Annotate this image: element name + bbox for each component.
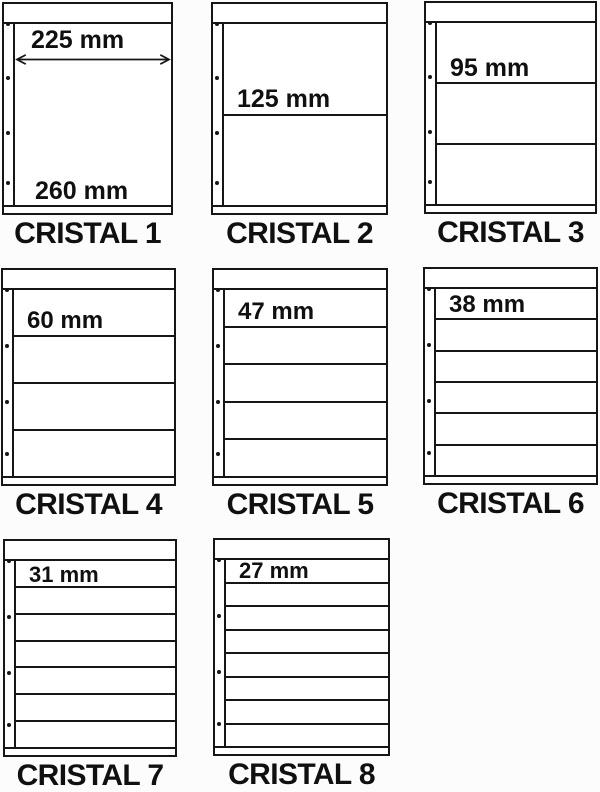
page-bottom-strip <box>213 205 386 213</box>
cristal-3-card <box>424 1 597 248</box>
album-page-diagram <box>424 1 597 214</box>
punch-hole <box>7 559 11 563</box>
pocket <box>14 290 174 335</box>
punch-hole <box>217 722 221 726</box>
product-name: CRISTAL 6 <box>437 487 584 520</box>
product-name: CRISTAL 7 <box>16 759 164 792</box>
pocket <box>225 363 386 401</box>
punch-hole <box>427 399 431 403</box>
punch-hole <box>216 452 220 456</box>
cristal-4-card <box>1 268 176 520</box>
pocket-area <box>16 561 175 747</box>
pocket <box>226 699 388 723</box>
page-bottom-strip <box>5 747 175 755</box>
pocket <box>224 114 386 206</box>
page-bottom-strip <box>215 746 388 754</box>
page-body <box>5 561 175 747</box>
pocket-height-label: 125 mm <box>237 85 331 113</box>
page-top-strip <box>5 541 175 561</box>
punch-hole <box>428 180 432 184</box>
punch-hole <box>5 400 9 404</box>
pocket <box>16 586 175 613</box>
product-name: CRISTAL 8 <box>228 758 375 791</box>
pocket <box>225 326 386 364</box>
pocket <box>436 350 596 381</box>
page-width-label: 225 mm <box>31 26 125 54</box>
punch-hole <box>7 723 11 727</box>
pocket <box>437 23 595 82</box>
binding-margin <box>213 24 224 205</box>
page-bottom-strip <box>425 475 596 483</box>
pocket <box>226 605 388 629</box>
punch-hole <box>5 452 9 456</box>
pocket <box>436 444 596 475</box>
cristal-2-card <box>211 2 388 249</box>
product-name: CRISTAL 2 <box>226 217 373 250</box>
page-body <box>215 557 388 746</box>
pocket-area <box>437 23 595 204</box>
page-top-strip <box>3 270 174 290</box>
pocket <box>226 676 388 700</box>
pocket <box>225 438 386 476</box>
punch-hole <box>216 344 220 348</box>
binding-margin <box>214 290 225 476</box>
binding-margin <box>425 289 436 475</box>
page-top-strip <box>214 270 386 290</box>
punch-hole <box>216 400 220 404</box>
pocket <box>16 561 175 586</box>
punch-hole <box>428 21 432 25</box>
pocket <box>226 582 388 606</box>
punch-hole <box>7 671 11 675</box>
punch-hole <box>6 76 10 80</box>
pocket <box>14 335 174 382</box>
punch-hole <box>215 131 219 135</box>
punch-hole <box>215 22 219 26</box>
pocket-height-label: 60 mm <box>27 307 104 335</box>
pocket <box>226 652 388 676</box>
pocket-area <box>15 24 171 205</box>
page-body <box>213 24 386 205</box>
page-body <box>426 23 595 204</box>
punch-hole <box>6 181 10 185</box>
cristal-6-card <box>423 267 598 519</box>
page-body <box>3 290 174 476</box>
product-name: CRISTAL 4 <box>15 488 162 521</box>
binding-margin <box>3 290 14 476</box>
punch-hole <box>428 75 432 79</box>
punch-hole <box>427 451 431 455</box>
pocket <box>16 640 175 667</box>
cristal-8-card <box>213 538 390 790</box>
binding-margin <box>215 560 226 746</box>
punch-hole <box>217 614 221 618</box>
pocket-height-label: 38 mm <box>449 290 526 318</box>
page-top-strip <box>213 4 386 24</box>
binding-margin <box>5 561 16 747</box>
punch-hole <box>5 288 9 292</box>
pocket <box>436 412 596 443</box>
width-dimension-arrow-icon <box>15 53 171 66</box>
product-name: CRISTAL 3 <box>437 216 584 249</box>
page-top-strip <box>4 4 171 24</box>
product-name: CRISTAL 5 <box>226 488 374 521</box>
album-page-diagram <box>3 539 177 757</box>
page-body <box>214 290 386 476</box>
pocket <box>225 290 386 326</box>
cristal-7-card <box>3 539 177 791</box>
punch-hole <box>215 181 219 185</box>
album-page-diagram <box>1 268 176 486</box>
pocket-area <box>224 24 386 205</box>
pocket <box>436 381 596 412</box>
product-name: CRISTAL 1 <box>14 217 161 250</box>
pocket-area <box>226 557 388 746</box>
pocket <box>437 143 595 204</box>
page-top-strip <box>215 540 388 560</box>
page-top-strip <box>426 3 595 23</box>
spacer <box>15 66 171 180</box>
pocket <box>226 629 388 653</box>
punch-hole <box>427 287 431 291</box>
pocket <box>16 720 175 747</box>
pocket <box>15 24 171 205</box>
pocket <box>437 82 595 143</box>
page-top-strip <box>425 269 596 289</box>
pocket-height-label: 31 mm <box>29 562 99 588</box>
punch-hole <box>7 615 11 619</box>
pocket <box>226 557 388 583</box>
pocket <box>436 318 596 349</box>
punch-hole <box>6 131 10 135</box>
album-page-diagram <box>2 2 173 215</box>
binding-margin <box>4 24 15 205</box>
pocket <box>16 666 175 693</box>
punch-hole <box>217 558 221 562</box>
punch-hole <box>428 130 432 134</box>
pocket <box>16 693 175 720</box>
album-page-diagram <box>213 538 390 756</box>
punch-hole <box>427 343 431 347</box>
pocket <box>225 401 386 439</box>
punch-hole <box>215 76 219 80</box>
pocket <box>16 613 175 640</box>
punch-hole <box>6 22 10 26</box>
pocket-height-label: 47 mm <box>238 298 315 325</box>
pocket-area <box>14 290 174 476</box>
page-height-label: 260 mm <box>35 176 129 205</box>
binding-margin <box>426 23 437 204</box>
album-page-diagram <box>423 267 598 485</box>
cristal-5-card <box>212 268 388 520</box>
album-page-diagram <box>211 2 388 215</box>
punch-hole <box>217 670 221 674</box>
punch-hole <box>5 344 9 348</box>
album-page-diagram <box>212 268 388 486</box>
pocket <box>224 24 386 114</box>
pocket-height-label: 27 mm <box>239 557 309 583</box>
punch-hole <box>216 288 220 292</box>
pocket <box>436 289 596 318</box>
pocket <box>226 723 388 747</box>
page-bottom-strip <box>426 204 595 212</box>
pocket-height-label: 95 mm <box>450 53 530 82</box>
pocket-area <box>436 289 596 475</box>
pocket <box>14 429 174 476</box>
page-bottom-strip <box>4 205 171 213</box>
pocket <box>14 382 174 429</box>
page-body <box>425 289 596 475</box>
page-bottom-strip <box>3 476 174 484</box>
cristal-1-card <box>2 2 173 249</box>
pocket-area <box>225 290 386 476</box>
page-bottom-strip <box>214 476 386 484</box>
page-body <box>4 24 171 205</box>
